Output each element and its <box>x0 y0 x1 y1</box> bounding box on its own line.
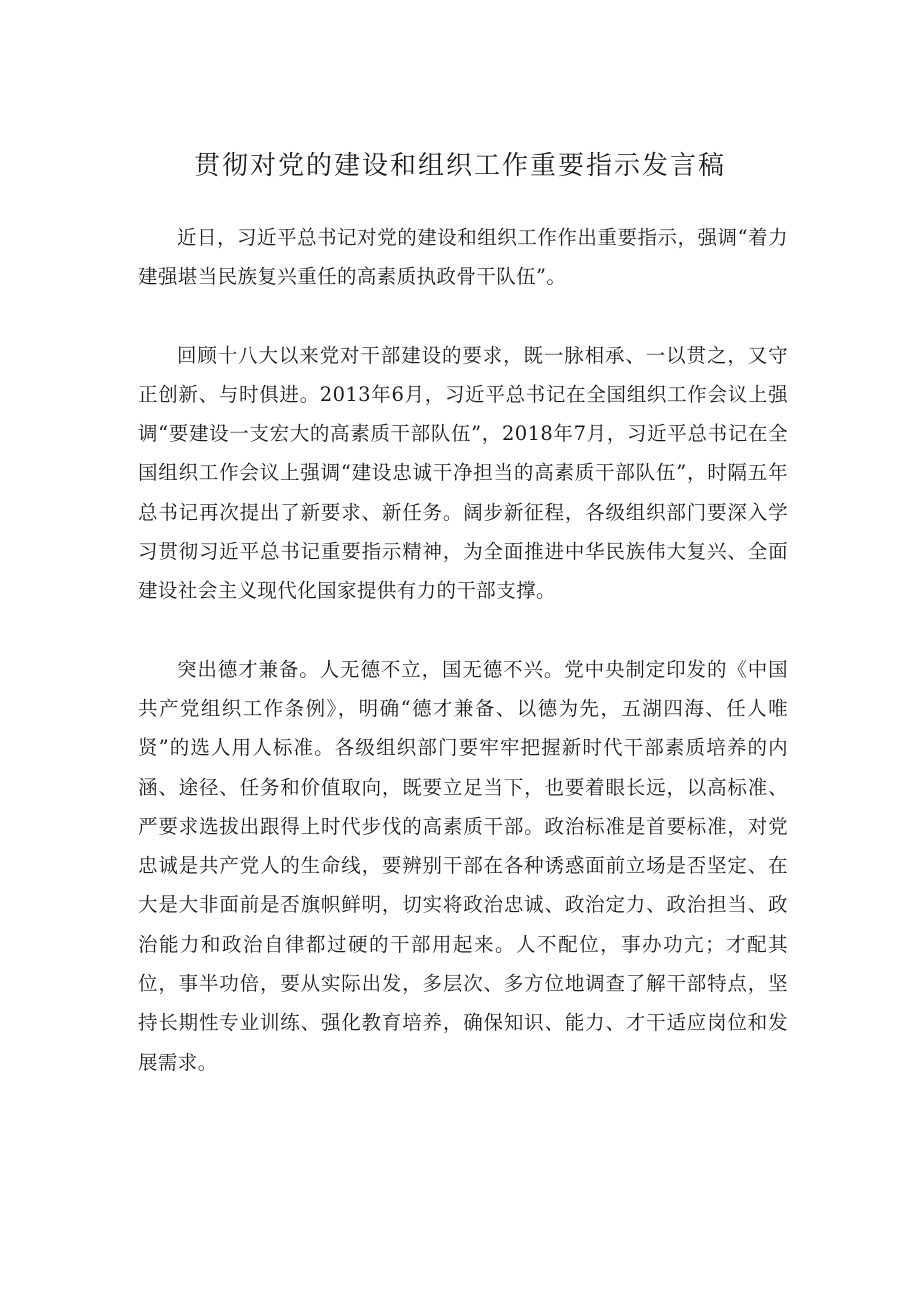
paragraph-review: 回顾十八大以来党对干部建设的要求，既一脉相承、一以贯之，又守正创新、与时俱进。2013年6月，习近平总书记在全国组织工作会议上强调“要建设一支宏大的高素质干部队伍”，2018年7月，习近平总书记在全国组织工作会议上强调“建设忠诚干净担当的高素质干部队伍”，时隔五年总书记再次提出了新要求、新任务。阔步新征程，各级组织部门要深入学习贯彻习近平总书记重要指示精神，为全面推进中华民族伟大复兴、全面建设社会主义现代化国家提供有力的干部支撑。 <box>138 343 788 603</box>
paragraph-intro: 近日，习近平总书记对党的建设和组织工作作出重要指示，强调“着力建强堪当民族复兴重任的高素质执政骨干队伍”。 <box>138 226 788 289</box>
document-title: 贯彻对党的建设和组织工作重要指示发言稿 <box>193 151 726 181</box>
document-body <box>138 218 788 1082</box>
paragraph-virtue-talent: 突出德才兼备。人无德不立，国无德不兴。党中央制定印发的《中国共产党组织工作条例》，明确“德才兼备、以德为先，五湖四海、任人唯贤”的选人用人标准。各级组织部门要牢牢把握新时代干部素质培养的内涵、途径、任务和价值取向，既要立足当下，也要着眼长远，以高标准、严要求选拔出跟得上时代步伐的高素质干部。政治标准是首要标准，对党忠诚是共产党人的生命线，要辨别干部在各种诱惑面前立场是否坚定、在大是大非面前是否旗帜鲜明，切实将政治忠诚、政治定力、政治担当、政治能力和政治自律都过硬的干部用起来。人不配位，事办功亢；才配其位，事半功倍，要从实际出发，多层次、多方位地调查了解干部特点，坚持长期性专业训练、强化教育培养，确保知识、能力、才干适应岗位和发展需求。 <box>138 657 788 1074</box>
